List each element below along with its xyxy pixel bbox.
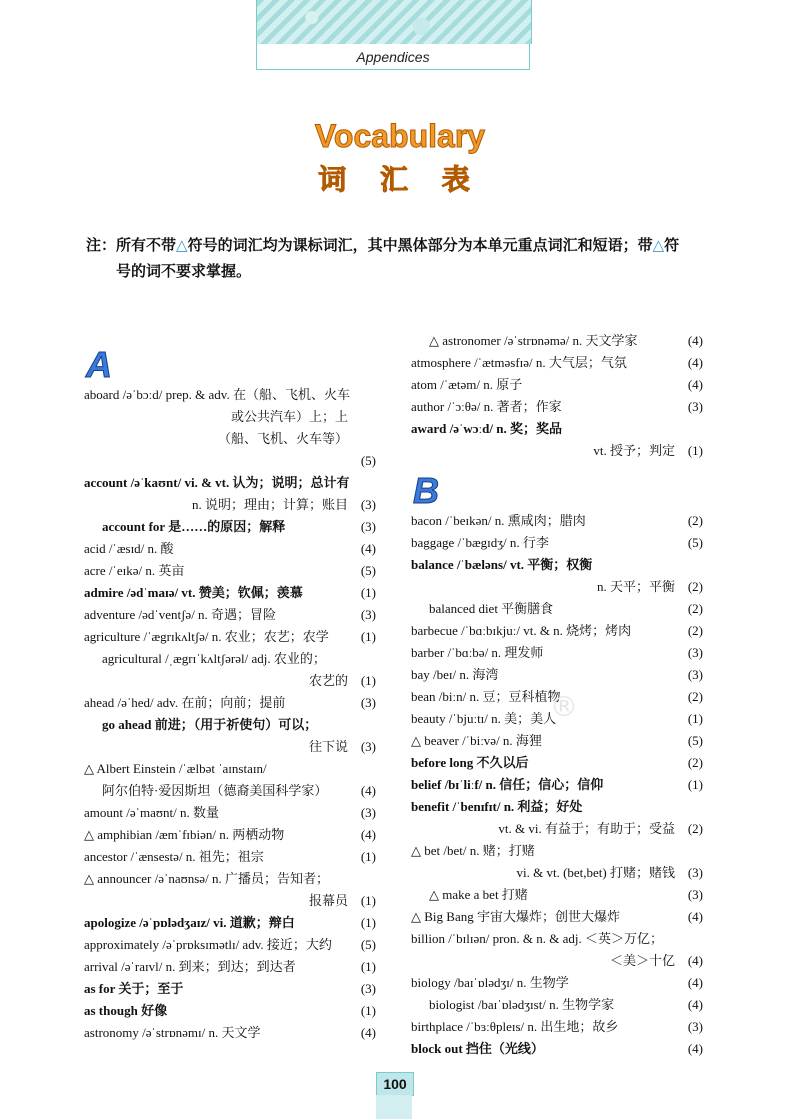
vocab-entry [84, 516, 376, 538]
unit-number: (4) [687, 333, 703, 348]
unit-number: (2) [687, 755, 703, 770]
entry-text: as though 好像 [84, 1003, 168, 1018]
entry-text: ＜美＞十亿 [609, 953, 675, 968]
unit-number: (3) [360, 497, 376, 512]
entry-text: ancestor /ˈænsestə/ n. 祖先；祖宗 [84, 849, 264, 864]
entry-text: biologist /baɪˈɒlədʒɪst/ n. 生物学家 [429, 997, 615, 1012]
triangle-icon: △ [652, 236, 665, 254]
unit-number: (5) [360, 453, 376, 468]
entry-text: atmosphere /ˈætməsfɪə/ n. 大气层；气氛 [411, 355, 627, 370]
unit-number: (3) [360, 695, 376, 710]
entry-list [411, 510, 703, 1060]
entry-text: barber /ˈbɑːbə/ n. 理发师 [411, 645, 544, 660]
vocab-entry [84, 868, 376, 890]
entry-text: n. 天平；平衡 [596, 579, 675, 594]
unit-number: (3) [360, 981, 376, 996]
note-text: 注：所有不带 [86, 236, 177, 254]
unit-number: (1) [360, 959, 376, 974]
entry-text: amount /əˈmaʊnt/ n. 数量 [84, 805, 219, 820]
entry-text: birthplace /ˈbɜːθpleɪs/ n. 出生地；故乡 [411, 1019, 619, 1034]
entry-text: bean /biːn/ n. 豆；豆科植物 [411, 689, 561, 704]
entry-text: barbecue /ˈbɑːbɪkjuː/ vt. & n. 烧烤；烤肉 [411, 623, 632, 638]
vocab-entry [411, 972, 703, 994]
watermark: ® [550, 690, 578, 723]
vocab-entry [411, 928, 703, 950]
entry-text: △ announcer /əˈnaʊnsə/ n. 广播员；告知者； [84, 871, 329, 886]
section-label: Appendices [256, 44, 530, 70]
header-decoration [256, 0, 532, 44]
unit-number: (4) [360, 1025, 376, 1040]
entry-text: admire /ədˈmaɪə/ vt. 赞美；钦佩；羡慕 [84, 585, 303, 600]
entry-text: 或公共汽车）上；上 [230, 409, 348, 424]
unit-number: (1) [360, 1003, 376, 1018]
unit-number: (2) [687, 513, 703, 528]
entry-text: △ astronomer /əˈstrɒnəmə/ n. 天文学家 [429, 333, 638, 348]
entry-text: author /ˈɔːθə/ n. 著者；作家 [411, 399, 562, 414]
unit-number: (3) [687, 399, 703, 414]
entry-text: go ahead 前进；（用于祈使句）可以； [102, 717, 318, 732]
entry-text: 往下说 [308, 739, 348, 754]
entry-text: baggage /ˈbægɪdʒ/ n. 行李 [411, 535, 549, 550]
vocab-entry [411, 862, 703, 884]
vocab-entry [411, 642, 703, 664]
unit-number: (2) [687, 623, 703, 638]
vocab-entry [411, 532, 703, 554]
vocab-entry [84, 802, 376, 824]
unit-number: (3) [687, 887, 703, 902]
unit-number: (4) [687, 975, 703, 990]
vocab-entry [411, 374, 703, 396]
unit-number: (3) [360, 519, 376, 534]
unit-number: (4) [360, 827, 376, 842]
entry-text: vt. 授予；判定 [593, 443, 675, 458]
vocab-entry [84, 1000, 376, 1022]
unit-number: (3) [687, 645, 703, 660]
vocab-entry [411, 796, 703, 818]
vocab-entry [411, 418, 703, 440]
triangle-icon: △ [176, 236, 188, 254]
unit-number: (5) [360, 937, 376, 952]
unit-number: (4) [360, 783, 376, 798]
unit-number: (3) [360, 739, 376, 754]
vocab-entry [84, 934, 376, 956]
entry-list [84, 384, 376, 1044]
entry-text: atom /ˈætəm/ n. 原子 [411, 377, 523, 392]
unit-number: (3) [687, 1019, 703, 1034]
entry-text: astronomy /əˈstrɒnəmɪ/ n. 天文学 [84, 1025, 261, 1040]
vocab-entry [411, 752, 703, 774]
entry-text: award /əˈwɔːd/ n. 奖；奖品 [411, 421, 562, 436]
entry-text: arrival /əˈraɪvl/ n. 到来；到达；到达者 [84, 959, 296, 974]
unit-number: (5) [360, 563, 376, 578]
vocab-entry [84, 1022, 376, 1044]
vocab-entry [84, 670, 376, 692]
entry-text: balanced diet 平衡膳食 [429, 601, 554, 616]
vocab-column-left [84, 342, 376, 1044]
vocab-entry [411, 730, 703, 752]
entry-text: before long 不久以后 [411, 755, 529, 770]
unit-number: (1) [360, 893, 376, 908]
entry-text: vt. & vi. 有益于；有助于；受益 [498, 821, 675, 836]
vocab-entry [84, 472, 376, 494]
unit-number: (2) [687, 601, 703, 616]
entry-list [411, 330, 703, 462]
page-number: 100 [376, 1072, 414, 1096]
entry-text: 阿尔伯特·爱因斯坦（德裔美国科学家） [102, 783, 328, 798]
entry-text: block out 挡住（光线） [411, 1041, 544, 1056]
entry-text: 报幕员 [308, 893, 348, 908]
vocab-entry [84, 384, 376, 406]
entry-text: account for 是……的原因；解释 [102, 519, 286, 534]
entry-text: agriculture /ˈægrɪkʌltʃə/ n. 农业；农艺；农学 [84, 629, 329, 644]
unit-number: (5) [687, 535, 703, 550]
vocab-entry [84, 428, 376, 450]
unit-number: (2) [687, 821, 703, 836]
entry-text: belief /bɪˈliːf/ n. 信任；信心；信仰 [411, 777, 604, 792]
vocab-entry [84, 978, 376, 1000]
vocab-entry [84, 824, 376, 846]
entry-text: adventure /ədˈventʃə/ n. 奇遇；冒险 [84, 607, 277, 622]
vocab-entry [411, 906, 703, 928]
entry-text: acid /ˈæsɪd/ n. 酸 [84, 541, 174, 556]
entry-text: balance /ˈbæləns/ vt. 平衡；权衡 [411, 557, 593, 572]
unit-number: (3) [360, 607, 376, 622]
entry-text: △ beaver /ˈbiːvə/ n. 海狸 [411, 733, 542, 748]
unit-number: (5) [687, 733, 703, 748]
entry-text: ahead /əˈhed/ adv. 在前；向前；提前 [84, 695, 286, 710]
unit-number: (1) [360, 915, 376, 930]
page-title: Vocabulary [314, 118, 486, 154]
vocab-entry [411, 396, 703, 418]
unit-number: (1) [360, 585, 376, 600]
vocab-entry [84, 560, 376, 582]
unit-number: (4) [687, 1041, 703, 1056]
vocab-entry [84, 692, 376, 714]
vocab-entry [411, 1038, 703, 1060]
entry-text: agricultural /ˌægrɪˈkʌltʃərəl/ adj. 农业的； [102, 651, 326, 666]
unit-number: (4) [687, 355, 703, 370]
entry-text: benefit /ˈbenɪfɪt/ n. 利益；好处 [411, 799, 583, 814]
vocab-entry [84, 582, 376, 604]
unit-number: (1) [360, 673, 376, 688]
entry-text: △ make a bet 打赌 [429, 887, 528, 902]
vocab-entry [84, 956, 376, 978]
vocab-entry [411, 884, 703, 906]
vocab-entry [411, 554, 703, 576]
entry-text: △ amphibian /æmˈfɪbiən/ n. 两栖动物 [84, 827, 285, 842]
vocab-entry [84, 846, 376, 868]
unit-number: (3) [360, 805, 376, 820]
entry-text: vi. & vt. (bet,bet) 打赌；赌钱 [516, 865, 675, 880]
vocab-entry [84, 494, 376, 516]
entry-text: bacon /ˈbeɪkən/ n. 熏咸肉；腊肉 [411, 513, 586, 528]
vocab-entry [84, 538, 376, 560]
entry-text: billion /ˈbɪlɪən/ pron. & n. & adj. ＜英＞万亿； [411, 931, 664, 946]
unit-number: (1) [687, 711, 703, 726]
vocab-entry [84, 890, 376, 912]
entry-text: acre /ˈeɪkə/ n. 英亩 [84, 563, 185, 578]
entry-text: account /əˈkaʊnt/ vi. & vt. 认为；说明；总计有 [84, 475, 350, 490]
unit-number: (4) [360, 541, 376, 556]
page-subtitle: 词 汇 表 [318, 163, 482, 196]
unit-number: (1) [687, 443, 703, 458]
vocab-entry [411, 620, 703, 642]
vocab-entry [84, 758, 376, 780]
vocab-entry [411, 330, 703, 352]
entry-text: approximately /əˈprɒksɪmətlɪ/ adv. 接近；大约 [84, 937, 332, 952]
letter-heading-b: B [413, 470, 439, 511]
vocab-entry [411, 440, 703, 462]
entry-text: apologize /əˈpɒlədʒaɪz/ vi. 道歉；辩白 [84, 915, 295, 930]
unit-number: (1) [360, 849, 376, 864]
entry-text: △ bet /bet/ n. 赌；打赌 [411, 843, 535, 858]
vocab-entry [84, 912, 376, 934]
unit-number: (1) [687, 777, 703, 792]
unit-number: (4) [687, 909, 703, 924]
unit-number: (2) [687, 689, 703, 704]
note-text: 号的词不要求掌握。 [116, 262, 252, 280]
unit-number: (3) [687, 667, 703, 682]
vocab-entry [411, 840, 703, 862]
vocab-entry [411, 510, 703, 532]
vocab-entry [84, 648, 376, 670]
vocab-entry [411, 774, 703, 796]
vocab-entry [84, 736, 376, 758]
entry-text: （船、飞机、火车等） [217, 431, 348, 446]
vocab-entry [411, 818, 703, 840]
vocab-entry [84, 406, 376, 428]
vocab-entry [411, 994, 703, 1016]
vocab-entry [411, 1016, 703, 1038]
vocab-entry [411, 576, 703, 598]
letter-heading-a: A [86, 344, 112, 385]
vocab-entry [84, 780, 376, 802]
vocab-entry [411, 664, 703, 686]
entry-text: biology /baɪˈɒlədʒɪ/ n. 生物学 [411, 975, 569, 990]
note-text: 符 [664, 236, 680, 254]
unit-number: (3) [687, 865, 703, 880]
entry-text: △ Albert Einstein /ˈælbət ˈaɪnstaɪn/ [84, 761, 267, 776]
vocab-entry [84, 604, 376, 626]
unit-number: (2) [687, 579, 703, 594]
entry-text: bay /beɪ/ n. 海湾 [411, 667, 499, 682]
entry-text: aboard /əˈbɔːd/ prep. & adv. 在（船、飞机、火车 [84, 387, 350, 402]
entry-text: beauty /ˈbjuːtɪ/ n. 美；美人 [411, 711, 557, 726]
unit-number: (1) [360, 629, 376, 644]
page-strip-decoration [376, 1095, 412, 1119]
entry-text: n. 说明；理由；计算；账目 [191, 497, 348, 512]
usage-note [86, 232, 716, 284]
vocab-entry [411, 598, 703, 620]
note-text: 符号的词汇均为课标词汇，其中黑体部分为本单元重点词汇和短语；带 [187, 236, 653, 254]
unit-number: (4) [687, 953, 703, 968]
vocab-entry [84, 450, 376, 472]
unit-number: (4) [687, 997, 703, 1012]
entry-text: as for 关于；至于 [84, 981, 184, 996]
entry-text: △ Big Bang 宇宙大爆炸；创世大爆炸 [411, 909, 620, 924]
vocab-entry [84, 626, 376, 648]
entry-text: 农艺的 [308, 673, 348, 688]
unit-number: (4) [687, 377, 703, 392]
vocab-entry [411, 352, 703, 374]
vocab-entry [411, 950, 703, 972]
vocab-entry [84, 714, 376, 736]
